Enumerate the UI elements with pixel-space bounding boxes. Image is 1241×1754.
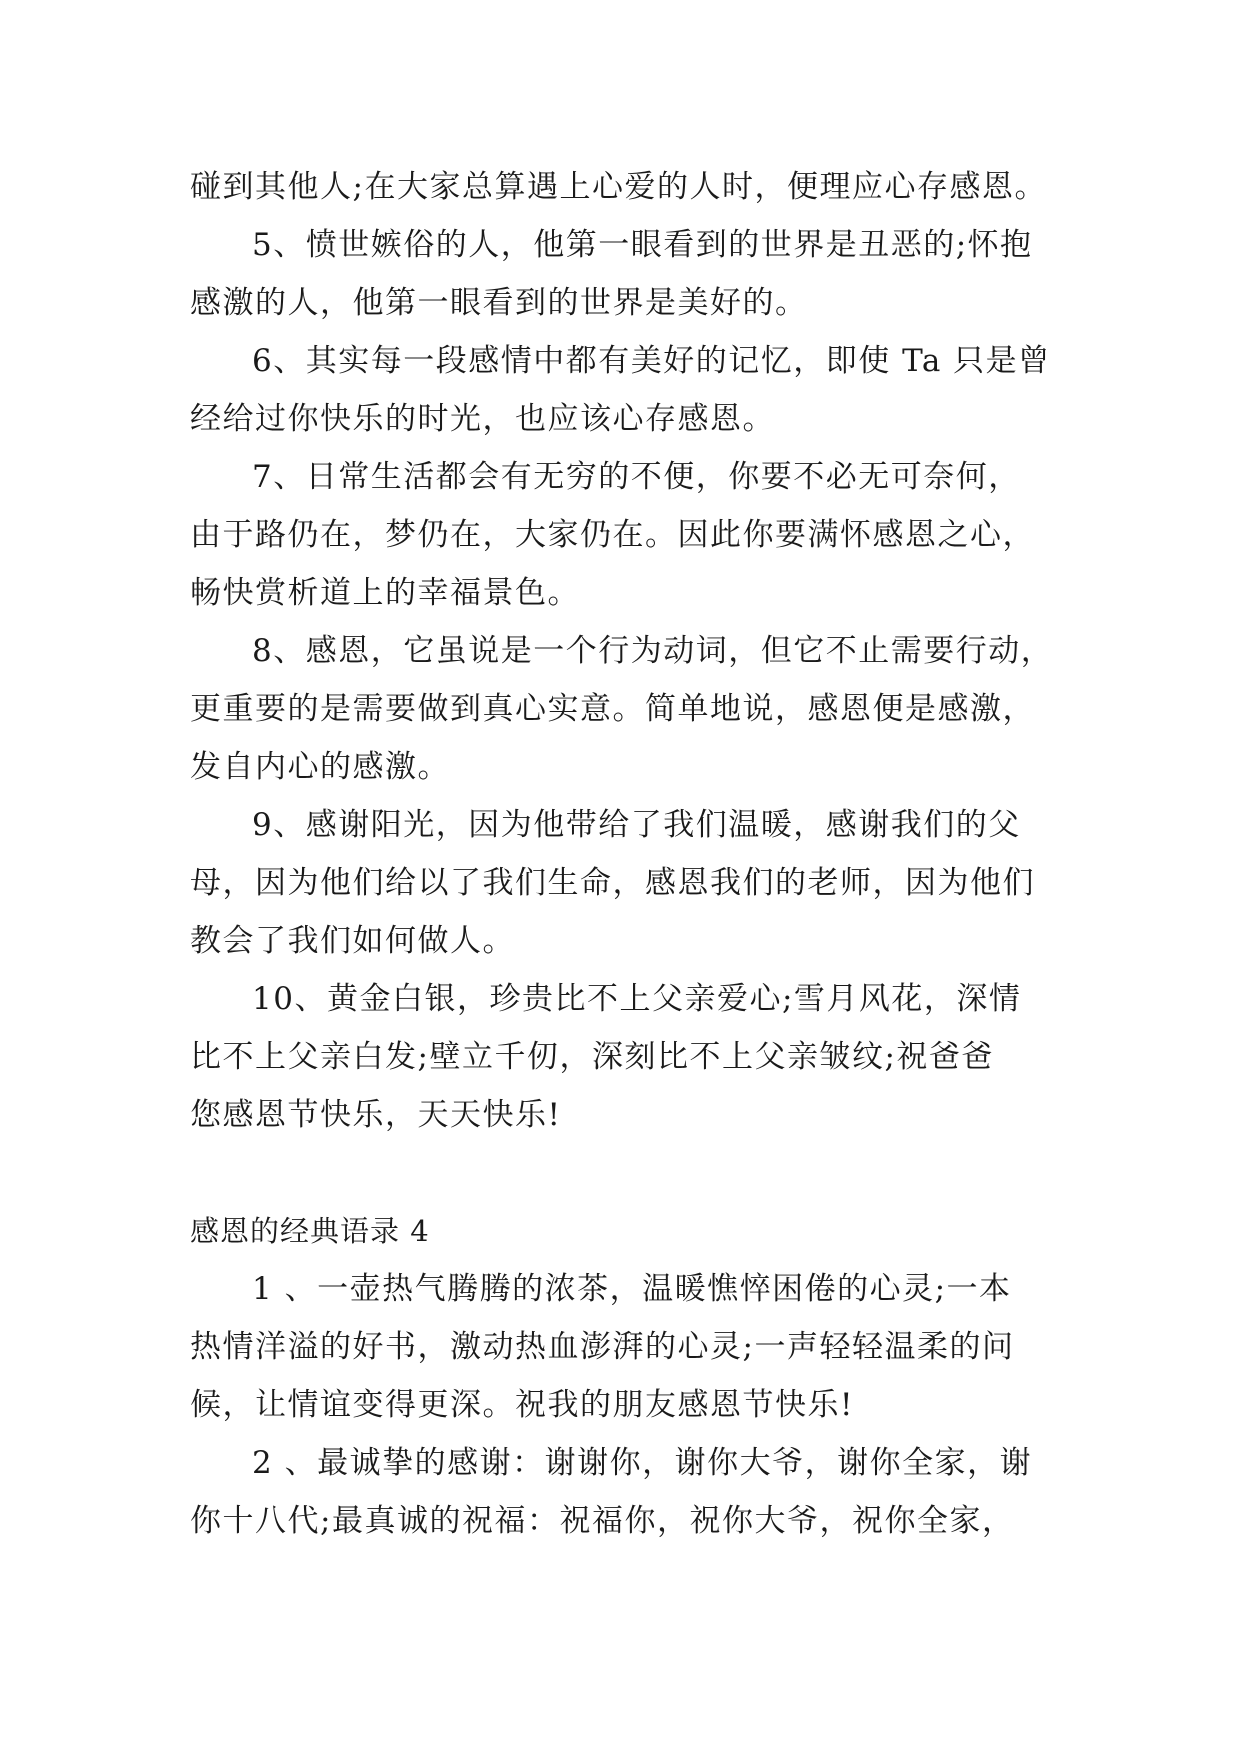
text-line: 7、日常生活都会有无穷的不便，你要不必无可奈何， [252, 459, 1021, 495]
text-line: 母，因为他们给以了我们生命，感恩我们的老师，因为他们 [190, 865, 1035, 901]
text-line: 畅快赏析道上的幸福景色。 [190, 575, 580, 611]
text-line: 发自内心的感激。 [190, 749, 450, 785]
text-line: 热情洋溢的好书，激动热血澎湃的心灵;一声轻轻温柔的问 [190, 1329, 1015, 1365]
text-line: 更重要的是需要做到真心实意。简单地说，感恩便是感激， [190, 691, 1035, 727]
text-line: 比不上父亲白发;壁立千仞，深刻比不上父亲皱纹;祝爸爸 [190, 1039, 994, 1075]
text-line: 10、黄金白银，珍贵比不上父亲爱心;雪月风花，深情 [252, 981, 1022, 1017]
text-line: 你十八代;最真诚的祝福：祝福你，祝你大爷，祝你全家， [190, 1503, 1015, 1539]
text-line: 经给过你快乐的时光，也应该心存感恩。 [190, 401, 775, 437]
text-line: 9、感谢阳光，因为他带给了我们温暖，感谢我们的父 [252, 807, 1021, 843]
text-line: 8、感恩，它虽说是一个行为动词，但它不止需要行动， [252, 633, 1054, 669]
section-heading: 感恩的经典语录 4 [190, 1214, 430, 1248]
text-line: 您感恩节快乐，天天快乐! [190, 1097, 562, 1133]
text-line: 候，让情谊变得更深。祝我的朋友感恩节快乐! [190, 1387, 854, 1423]
text-line: 6、其实每一段感情中都有美好的记忆，即使 Ta 只是曾 [252, 343, 1051, 379]
text-line: 感激的人，他第一眼看到的世界是美好的。 [190, 285, 808, 321]
text-line: 由于路仍在，梦仍在，大家仍在。因此你要满怀感恩之心， [190, 517, 1035, 553]
text-line: 5、愤世嫉俗的人，他第一眼看到的世界是丑恶的;怀抱 [252, 227, 1033, 263]
text-line: 教会了我们如何做人。 [190, 923, 515, 959]
text-line: 2 、最诚挚的感谢：谢谢你，谢你大爷，谢你全家，谢 [252, 1445, 1033, 1481]
text-line: 碰到其他人;在大家总算遇上心爱的人时，便理应心存感恩。 [190, 169, 1047, 205]
text-line: 1 、一壶热气腾腾的浓茶，温暖憔悴困倦的心灵;一本 [252, 1271, 1012, 1307]
